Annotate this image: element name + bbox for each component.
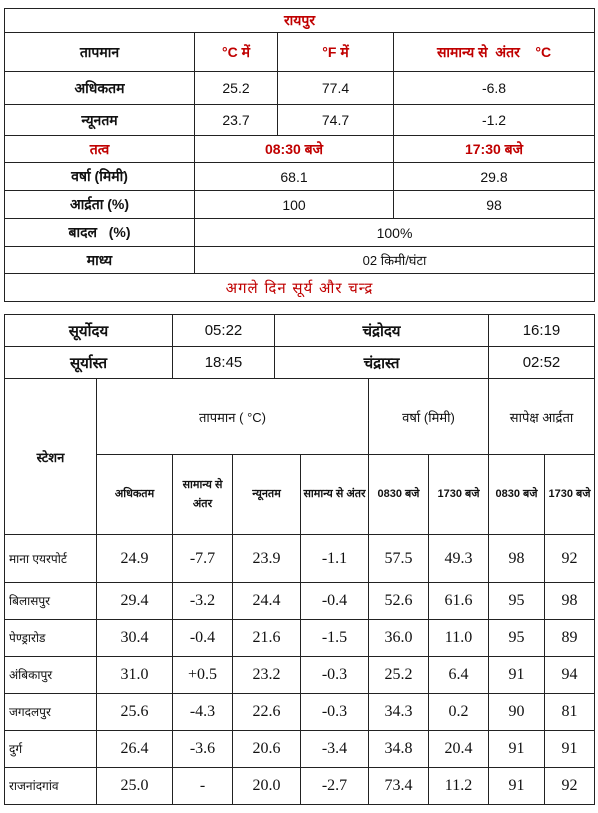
raipur-summary-table: [4, 8, 595, 302]
cell-max: 24.9: [97, 535, 173, 583]
stations-table: [4, 378, 595, 805]
cell-rain-0830: 25.2: [369, 657, 429, 694]
rain-label: वर्षा (मिमी): [5, 163, 195, 191]
sunrise-value: 05:22: [173, 315, 275, 347]
rain-0830: 68.1: [195, 163, 394, 191]
sun-moon-table: [4, 314, 595, 379]
element-header-0830: 08:30 बजे: [195, 136, 394, 163]
cell-rain-0830: 52.6: [369, 583, 429, 620]
cell-rain-0830: 57.5: [369, 535, 429, 583]
max-diff: -6.8: [394, 72, 595, 105]
cell-hum-0830: 95: [489, 583, 545, 620]
table-row: [5, 620, 595, 657]
medium-value: 02 किमी/घंटा: [195, 247, 595, 274]
cell-hum-0830: 91: [489, 768, 545, 805]
sunrise-label: सूर्योदय: [5, 315, 173, 347]
cell-max: 29.4: [97, 583, 173, 620]
temp-header-c: °C में: [195, 33, 278, 72]
cell-max-diff: -: [173, 768, 233, 805]
station-header: स्टेशन: [5, 379, 97, 535]
cell-station: पेण्ड्रारोड: [5, 620, 97, 657]
group-humidity-header: सापेक्ष आर्द्रता: [489, 379, 595, 455]
table-row: [5, 694, 595, 731]
cell-min: 23.2: [233, 657, 301, 694]
cell-rain-1730: 0.2: [429, 694, 489, 731]
sub-min-diff: सामान्य से अंतर: [301, 455, 369, 535]
sub-rain-0830: 0830 बजे: [369, 455, 429, 535]
cell-hum-1730: 92: [545, 768, 595, 805]
cell-rain-0830: 36.0: [369, 620, 429, 657]
sub-rain-1730: 1730 बजे: [429, 455, 489, 535]
cell-station: दुर्ग: [5, 731, 97, 768]
cell-max-diff: +0.5: [173, 657, 233, 694]
cell-min-diff: -1.5: [301, 620, 369, 657]
sub-hum-0830: 0830 बजे: [489, 455, 545, 535]
cell-hum-0830: 90: [489, 694, 545, 731]
min-c: 23.7: [195, 105, 278, 136]
cell-max: 25.6: [97, 694, 173, 731]
cell-min: 20.6: [233, 731, 301, 768]
max-f: 77.4: [278, 72, 394, 105]
cell-station: अंबिकापुर: [5, 657, 97, 694]
cell-max-diff: -7.7: [173, 535, 233, 583]
cell-min-diff: -0.3: [301, 694, 369, 731]
cell-min: 21.6: [233, 620, 301, 657]
rain-1730: 29.8: [394, 163, 595, 191]
temp-header-f: °F में: [278, 33, 394, 72]
cell-min: 20.0: [233, 768, 301, 805]
cell-hum-1730: 81: [545, 694, 595, 731]
humidity-0830: 100: [195, 191, 394, 219]
table-row: [5, 583, 595, 620]
group-rain-header: वर्षा (मिमी): [369, 379, 489, 455]
table-row: [5, 657, 595, 694]
cell-max-diff: -3.2: [173, 583, 233, 620]
sub-max-diff: सामान्य से अंतर: [173, 455, 233, 535]
cell-rain-1730: 11.2: [429, 768, 489, 805]
min-f: 74.7: [278, 105, 394, 136]
cell-rain-1730: 49.3: [429, 535, 489, 583]
sub-max: अधिकतम: [97, 455, 173, 535]
max-label: अधिकतम: [5, 72, 195, 105]
cell-hum-1730: 89: [545, 620, 595, 657]
cell-hum-0830: 95: [489, 620, 545, 657]
cell-rain-1730: 20.4: [429, 731, 489, 768]
cell-hum-1730: 98: [545, 583, 595, 620]
cell-min-diff: -2.7: [301, 768, 369, 805]
cell-station: राजनांदगांव: [5, 768, 97, 805]
min-diff: -1.2: [394, 105, 595, 136]
cell-station: माना एयरपोर्ट: [5, 535, 97, 583]
cell-rain-1730: 61.6: [429, 583, 489, 620]
cloud-label: बादल (%): [5, 219, 195, 247]
cell-rain-0830: 34.8: [369, 731, 429, 768]
cell-station: जगदलपुर: [5, 694, 97, 731]
cell-hum-0830: 91: [489, 657, 545, 694]
cloud-value: 100%: [195, 219, 595, 247]
medium-label: माध्य: [5, 247, 195, 274]
cell-min-diff: -0.4: [301, 583, 369, 620]
max-c: 25.2: [195, 72, 278, 105]
cell-max: 26.4: [97, 731, 173, 768]
cell-hum-1730: 92: [545, 535, 595, 583]
humidity-label: आर्द्रता (%): [5, 191, 195, 219]
cell-min-diff: -3.4: [301, 731, 369, 768]
cell-rain-0830: 34.3: [369, 694, 429, 731]
cell-min-diff: -0.3: [301, 657, 369, 694]
sunset-value: 18:45: [173, 347, 275, 379]
temp-header-diff: सामान्य से अंतर °C: [394, 33, 595, 72]
cell-min-diff: -1.1: [301, 535, 369, 583]
sun-moon-heading: अगले दिन सूर्य और चन्द्र: [5, 274, 595, 302]
cell-min: 22.6: [233, 694, 301, 731]
cell-rain-1730: 6.4: [429, 657, 489, 694]
moonrise-value: 16:19: [489, 315, 595, 347]
cell-hum-0830: 91: [489, 731, 545, 768]
moonset-label: चंद्रास्त: [275, 347, 489, 379]
cell-max: 30.4: [97, 620, 173, 657]
temp-header-label: तापमान: [5, 33, 195, 72]
min-label: न्यूनतम: [5, 105, 195, 136]
cell-max-diff: -4.3: [173, 694, 233, 731]
table-row: [5, 768, 595, 805]
cell-max: 31.0: [97, 657, 173, 694]
cell-rain-0830: 73.4: [369, 768, 429, 805]
sub-min: न्यूनतम: [233, 455, 301, 535]
sunset-label: सूर्यास्त: [5, 347, 173, 379]
cell-min: 23.9: [233, 535, 301, 583]
group-temp-header: तापमान ( °C): [97, 379, 369, 455]
sub-hum-1730: 1730 बजे: [545, 455, 595, 535]
moonrise-label: चंद्रोदय: [275, 315, 489, 347]
cell-station: बिलासपुर: [5, 583, 97, 620]
cell-max-diff: -0.4: [173, 620, 233, 657]
element-header-1730: 17:30 बजे: [394, 136, 595, 163]
table-row: [5, 535, 595, 583]
city-title: रायपुर: [5, 9, 595, 33]
cell-max-diff: -3.6: [173, 731, 233, 768]
cell-rain-1730: 11.0: [429, 620, 489, 657]
cell-max: 25.0: [97, 768, 173, 805]
table-row: [5, 731, 595, 768]
element-header-label: तत्व: [5, 136, 195, 163]
cell-hum-1730: 94: [545, 657, 595, 694]
cell-hum-1730: 91: [545, 731, 595, 768]
humidity-1730: 98: [394, 191, 595, 219]
cell-min: 24.4: [233, 583, 301, 620]
cell-hum-0830: 98: [489, 535, 545, 583]
moonset-value: 02:52: [489, 347, 595, 379]
station-rows: [5, 535, 595, 805]
